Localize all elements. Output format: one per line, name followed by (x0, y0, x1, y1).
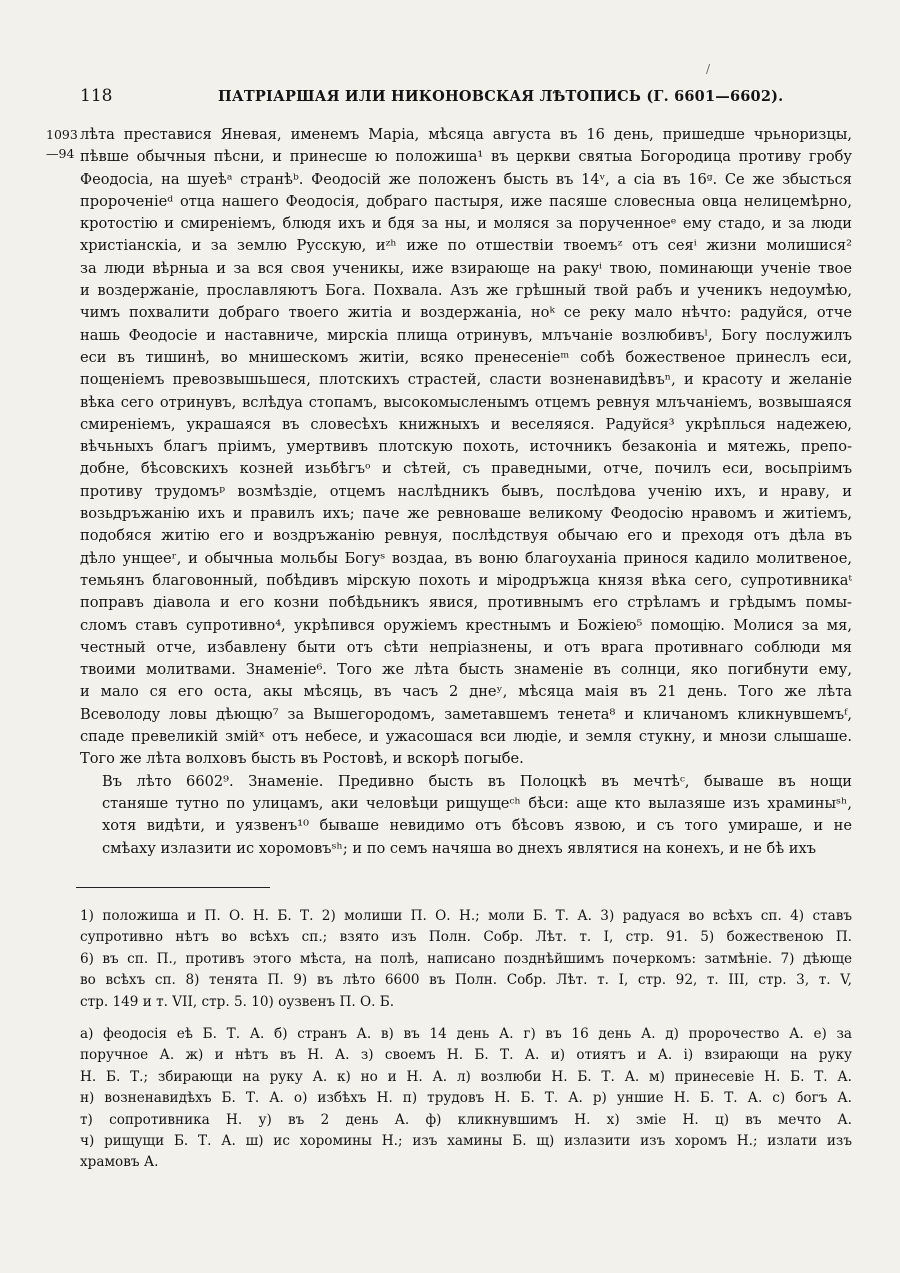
text-line: добне, бѣсовскихъ козней изьбѣгъᵒ и сѣтей, съ праведными, отче, почилъ еси, восьпріимъ (80, 460, 852, 478)
text-line: кротостію и смиреніемъ, блюдя ихъ и бдя за ны, и моляся за порученноеᵉ ему стадо, и за люди (80, 215, 852, 233)
numbered-footnotes (80, 906, 852, 1013)
text-line: подобяся житію его и воздръжанію ревнуя, послѣдствуя обычаю его и преходя отъ дѣла въ (80, 527, 852, 545)
text-line: и воздержаніе, прославляютъ Бога. Похвала. Азъ же грѣшный твой рабъ и ученикъ недоумѣю, (80, 282, 852, 300)
lettered-footnotes (80, 1024, 852, 1174)
margin-year-bottom: —94 (46, 146, 75, 161)
text-line: темьянъ благовонный, побѣдивъ мірскую похоть и міродръжца князя вѣка сего, супротивникаᵗ (80, 571, 852, 589)
second-paragraph (80, 771, 852, 860)
page-header (80, 86, 820, 110)
text-line: пророченіеᵈ отца нашего Феодосія, добраго пастыря, иже пасяше словесныа овца нелицемѣрно, (80, 192, 852, 210)
running-title: ПАТРІАРШАЯ ИЛИ НИКОНОВСКАЯ ЛѢТОПИСЬ (Г. 6601—6602). (218, 88, 784, 105)
text-line: твоими молитвами. Знаменіе⁶. Того же лѣта бысть знаменіе въ солнци, яко погибнути ему, (80, 661, 852, 679)
text-line: вѣка сего отринувъ, вслѣдуа стопамъ, высокомысленымъ отцемъ ревнуя млъчаніемъ, возвышаяся (80, 393, 852, 411)
text-line: смиреніемъ, украшаяся въ словесѣхъ книжныхъ и веселяяся. Радуйся³ укрѣплься надежею, (80, 415, 852, 433)
main-text (80, 124, 852, 860)
text-line: вѣчьныхъ благъ пріимъ, умертвивъ плотскую похоть, источникъ безаконіа и мятежь, препо- (80, 438, 852, 456)
footnote-line: 1) положиша и П. О. Н. Б. Т. 2) молиши П. О. Н.; моли Б. Т. А. 3) радуася во всѣхъ сп. 4) ставъ (80, 908, 852, 924)
text-line: христіанскіа, и за землю Русскую, иᶻʰ иже по отшествіи твоемъᶻ отъ сеяⁱ жизни молишися² (80, 237, 852, 255)
footnote-line: стр. 149 и т. VII, стр. 5. 10) оузвенъ П. О. Б. (80, 993, 395, 1010)
variant-note-line: т) сопротивника Н. у) въ 2 день А. ф) кликнувшимъ Н. х) зміе Н. ц) въ мечто А. (80, 1111, 852, 1128)
margin-tick-mark: / (706, 62, 711, 76)
footnote-line: супротивно нѣтъ во всѣхъ сп.; взято изъ Полн. Собр. Лѣт. т. I, стр. 91. 5) божественою П. (80, 929, 852, 946)
text-line: пѣвше обычныя пѣсни, и принесше ю положиша¹ въ церкви святыа Богородица противу гробу (80, 148, 852, 166)
variant-note-line: Н. Б. Т.; збирающи на руку А. к) но и Н. А. л) возлюби Н. Б. Т. А. м) принесевіе Н. Б. Т. А. (80, 1068, 852, 1085)
text-line: противу трудомъᵖ возмѣздіе, отцемъ наслѣдникъ бывъ, послѣдова ученію ихъ, и нраву, и (80, 482, 852, 500)
text-line: Въ лѣто 6602⁹. Знаменіе. Предивно бысть въ Полоцкѣ въ мечтѣᶜ, бываше въ нощи (102, 772, 852, 790)
variant-note-line: а) феодосія еѣ Б. Т. А. б) странъ А. в) въ 14 день А. г) въ 16 день А. д) пророчество А. е) за (80, 1026, 852, 1042)
variant-note-line: храмовъ А. (80, 1154, 159, 1171)
footnote-line: 6) въ сп. П., противъ этого мѣста, на полѣ, написано позднѣйшимъ почеркомъ: затмѣніе. 7) дѣюще (80, 950, 852, 967)
text-line: поправъ діавола и его козни побѣдьникъ явися, противнымъ его стрѣламъ и грѣдымъ помы- (80, 594, 852, 612)
text-line: чимъ похвалити добраго твоего житіа и воздержаніа, ноᵏ се реку мало нѣчто: радуйся, отче (80, 304, 852, 322)
text-line: лѣта преставися Яневая, именемъ Маріа, мѣсяца августа въ 16 день, пришедше чрьноризцы, (80, 126, 852, 143)
text-line: станяше тутно по улицамъ, аки человѣци рищущеᶜʰ бѣси: аще кто вылазяше изъ храминыˢʰ, (102, 794, 852, 812)
page-number: 118 (80, 86, 113, 106)
variant-note-line: поручное А. ж) и нѣтъ въ Н. А. з) своемъ Н. Б. Т. А. и) отиятъ и А. і) взирающи на руку (80, 1047, 852, 1064)
text-line: нашь Феодосіе и наставниче, мирскіа плища отринувъ, млъчаніе возлюбивъˡ, Богу послужилъ (80, 326, 852, 344)
text-line: честный отче, избавлену быти отъ сѣти непріазнены, и отъ врага противнаго соблюди мя (80, 638, 852, 656)
text-line: смѣаху излазити ис хоромовъˢʰ; и по семъ начяша во днехъ являтися на конехъ, и не бѣ ихъ (102, 839, 816, 857)
footnote-line: во всѣхъ сп. 8) тенята П. 9) въ лѣто 6600 въ Полн. Собр. Лѣт. т. I, стр. 92, т. III, стр. 3, т. V, (80, 972, 852, 989)
text-line: дѣло унщееʳ, и обычныа мольбы Богуˢ воздаа, въ воню благоуханіа принося кадило молитвеное, (80, 549, 852, 567)
text-line: пощеніемъ превозвышьшеся, плотскихъ страстей, сласти возненавидѣвъⁿ, и красоту и желаніе (80, 371, 852, 389)
text-line: Всеволоду ловы дѣющю⁷ за Вышегородомъ, заметавшемъ тенета⁸ и кличаномъ кликнувшемъᶠ, (80, 705, 852, 723)
text-line: хотя видѣти, и уязвенъ¹⁰ бываше невидимо отъ бѣсовъ язвою, и съ того умираше, и не (102, 817, 852, 835)
text-line: и мало ся его оста, акы мѣсяць, въ часъ 2 днеʸ, мѣсяца маія въ 21 день. Того же лѣта (80, 683, 852, 701)
text-line: сломъ ставъ супротивно⁴, укрѣпився оружіемъ крестнымъ и Божіею⁵ помощію. Молися за мя, (80, 616, 852, 634)
variant-note-line: н) возненавидѣхъ Б. Т. А. о) избѣхъ Н. п) трудовъ Н. Б. Т. А. р) уншие Н. Б. Т. А. с) богъ А. (80, 1090, 852, 1107)
text-line: спаде превеликій змійˣ отъ небесе, и ужасошася вси людіе, и земля стукну, и мнози слышаше. (80, 728, 852, 746)
margin-year-top: 1093 (46, 127, 78, 142)
text-line: еси въ тишинѣ, во мнишескомъ житіи, всяко пренесеніеᵐ собѣ божественое принеслъ еси, (80, 348, 852, 366)
footnote-divider (76, 887, 270, 888)
text-line: Того же лѣта волховъ бысть въ Ростовѣ, и вскорѣ погыбе. (80, 750, 524, 768)
text-line: Феодосіа, на шуеѣᵃ странѣᵇ. Феодосій же положенъ бысть въ 14ᵛ, а сіа въ 16ᵍ. Се же збысться (80, 170, 852, 188)
variant-note-line: ч) рищущи Б. Т. А. ш) ис хоромины Н.; изъ хамины Б. щ) излазити изъ хоромъ Н.; излати изъ (80, 1133, 852, 1150)
text-line: за люди вѣрныа и за вся своя ученикы, иже взирающе на ракуⁱ твою, поминающи ученіе твое (80, 259, 852, 277)
main-paragraph (80, 124, 852, 771)
text-line: возьдръжанію ихъ и правилъ ихъ; паче же ревноваше великому Феодосію нравомъ и житіемъ, (80, 505, 852, 523)
